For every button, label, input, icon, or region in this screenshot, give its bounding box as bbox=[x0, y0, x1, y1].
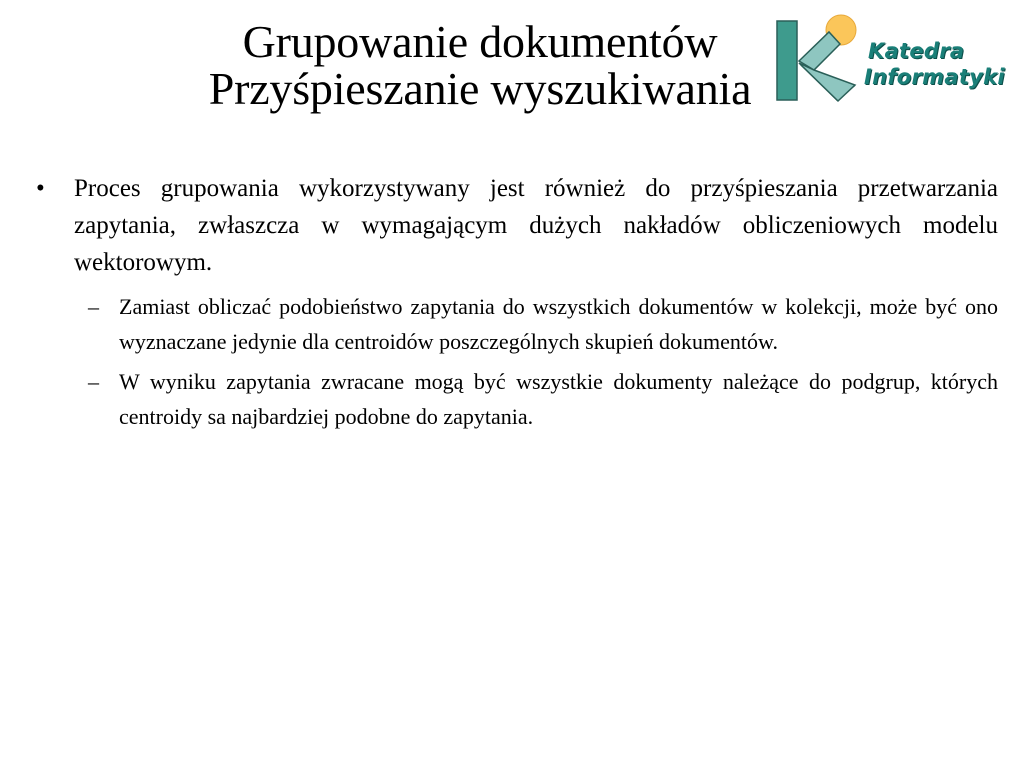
bullet-item bbox=[36, 170, 998, 281]
bullet-text: Proces grupowania wykorzystywany jest również do przyśpieszania przetwarzania zapytania, zwłaszcza w wymagającym dużych nakładów obliczeniowych modelu wektorowym. bbox=[74, 175, 998, 276]
logo-line-1: Katedra bbox=[868, 39, 965, 63]
logo-text bbox=[864, 38, 1005, 90]
sub-bullet-list bbox=[36, 289, 998, 434]
bullet-marker: • bbox=[36, 175, 45, 202]
logo-line-2: Informatyki bbox=[864, 65, 1005, 89]
slide-title-line-1: Grupowanie dokumentów bbox=[242, 16, 718, 67]
sub-bullet-item bbox=[36, 364, 998, 434]
slide-title bbox=[100, 18, 860, 112]
sub-bullet-item bbox=[36, 289, 998, 359]
slide-content bbox=[36, 170, 998, 439]
sub-bullet-text: W wyniku zapytania zwracane mogą być wszystkie dokumenty należące do podgrup, których centroidy sa najbardziej podobne do zapytania. bbox=[119, 369, 998, 429]
katedra-informatyki-logo bbox=[770, 12, 1016, 110]
k-logo-icon bbox=[770, 12, 866, 110]
slide-title-line-2: Przyśpieszanie wyszukiwania bbox=[208, 63, 752, 114]
sub-bullet-text: Zamiast obliczać podobieństwo zapytania do wszystkich dokumentów w kolekcji, może być ono wyznaczane jedynie dla centroidów poszczególnych skupień dokumentów. bbox=[119, 294, 998, 354]
sub-bullet-marker: – bbox=[88, 294, 99, 319]
sub-bullet-marker: – bbox=[88, 369, 99, 394]
